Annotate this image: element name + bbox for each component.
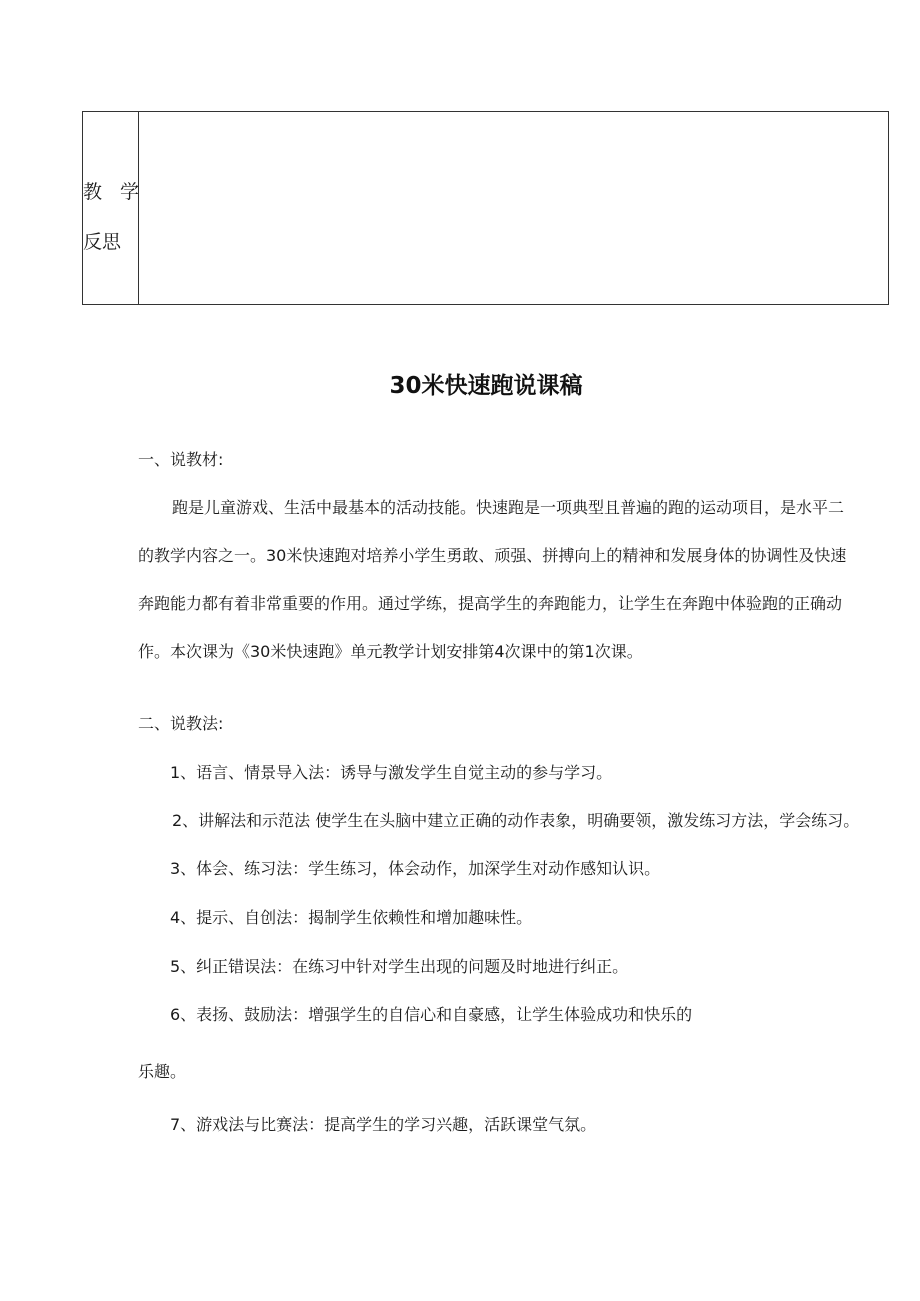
reflection-label-char2: 学 [119,181,139,203]
textbook-paragraph-line: 跑是儿童游戏、生活中最基本的活动技能。快速跑是一项典型且普遍的跑的运动项目，是水平二 [172,498,845,517]
reflection-label-line1 [83,180,139,204]
reflection-label-cell [83,112,139,304]
reflection-label-char1: 教 [83,181,103,203]
document-title: 30米快速跑说课稿 [389,373,583,399]
reflection-label-line2: 反思 [83,231,122,253]
textbook-paragraph-line: 奔跑能力都有着非常重要的作用。通过学练，提高学生的奔跑能力，让学生在奔跑中体验跑的正确动 [138,594,843,613]
reflection-content-cell [139,112,888,304]
method-item: 2、讲解法和示范法 使学生在头脑中建立正确的动作表象，明确要领，激发练习方法，学会练习。 [172,811,860,830]
method-item: 6、表扬、鼓励法：增强学生的自信心和自豪感，让学生体验成功和快乐的 [170,1005,693,1024]
textbook-paragraph-line: 的教学内容之一。30米快速跑对培养小学生勇敢、顽强、拼搏向上的精神和发展身体的协调性及快速 [138,546,847,565]
textbook-paragraph-line: 作。本次课为《30米快速跑》单元教学计划安排第4次课中的第1次课。 [138,642,643,661]
method-item: 4、提示、自创法：揭制学生依赖性和增加趣味性。 [170,908,533,927]
section-heading-methods: 二、说教法: [138,714,224,733]
method-item: 3、体会、练习法：学生练习，体会动作，加深学生对动作感知认识。 [170,859,661,878]
teaching-reflection-table [82,111,889,305]
method-item: 7、游戏法与比赛法：提高学生的学习兴趣，活跃课堂气氛。 [170,1115,597,1134]
section-heading-textbook: 一、说教材: [138,450,224,469]
method-item-continuation: 乐趣。 [138,1062,187,1081]
method-item: 5、纠正错误法：在练习中针对学生出现的问题及时地进行纠正。 [170,957,629,976]
method-item: 1、语言、情景导入法：诱导与激发学生自觉主动的参与学习。 [170,763,613,782]
